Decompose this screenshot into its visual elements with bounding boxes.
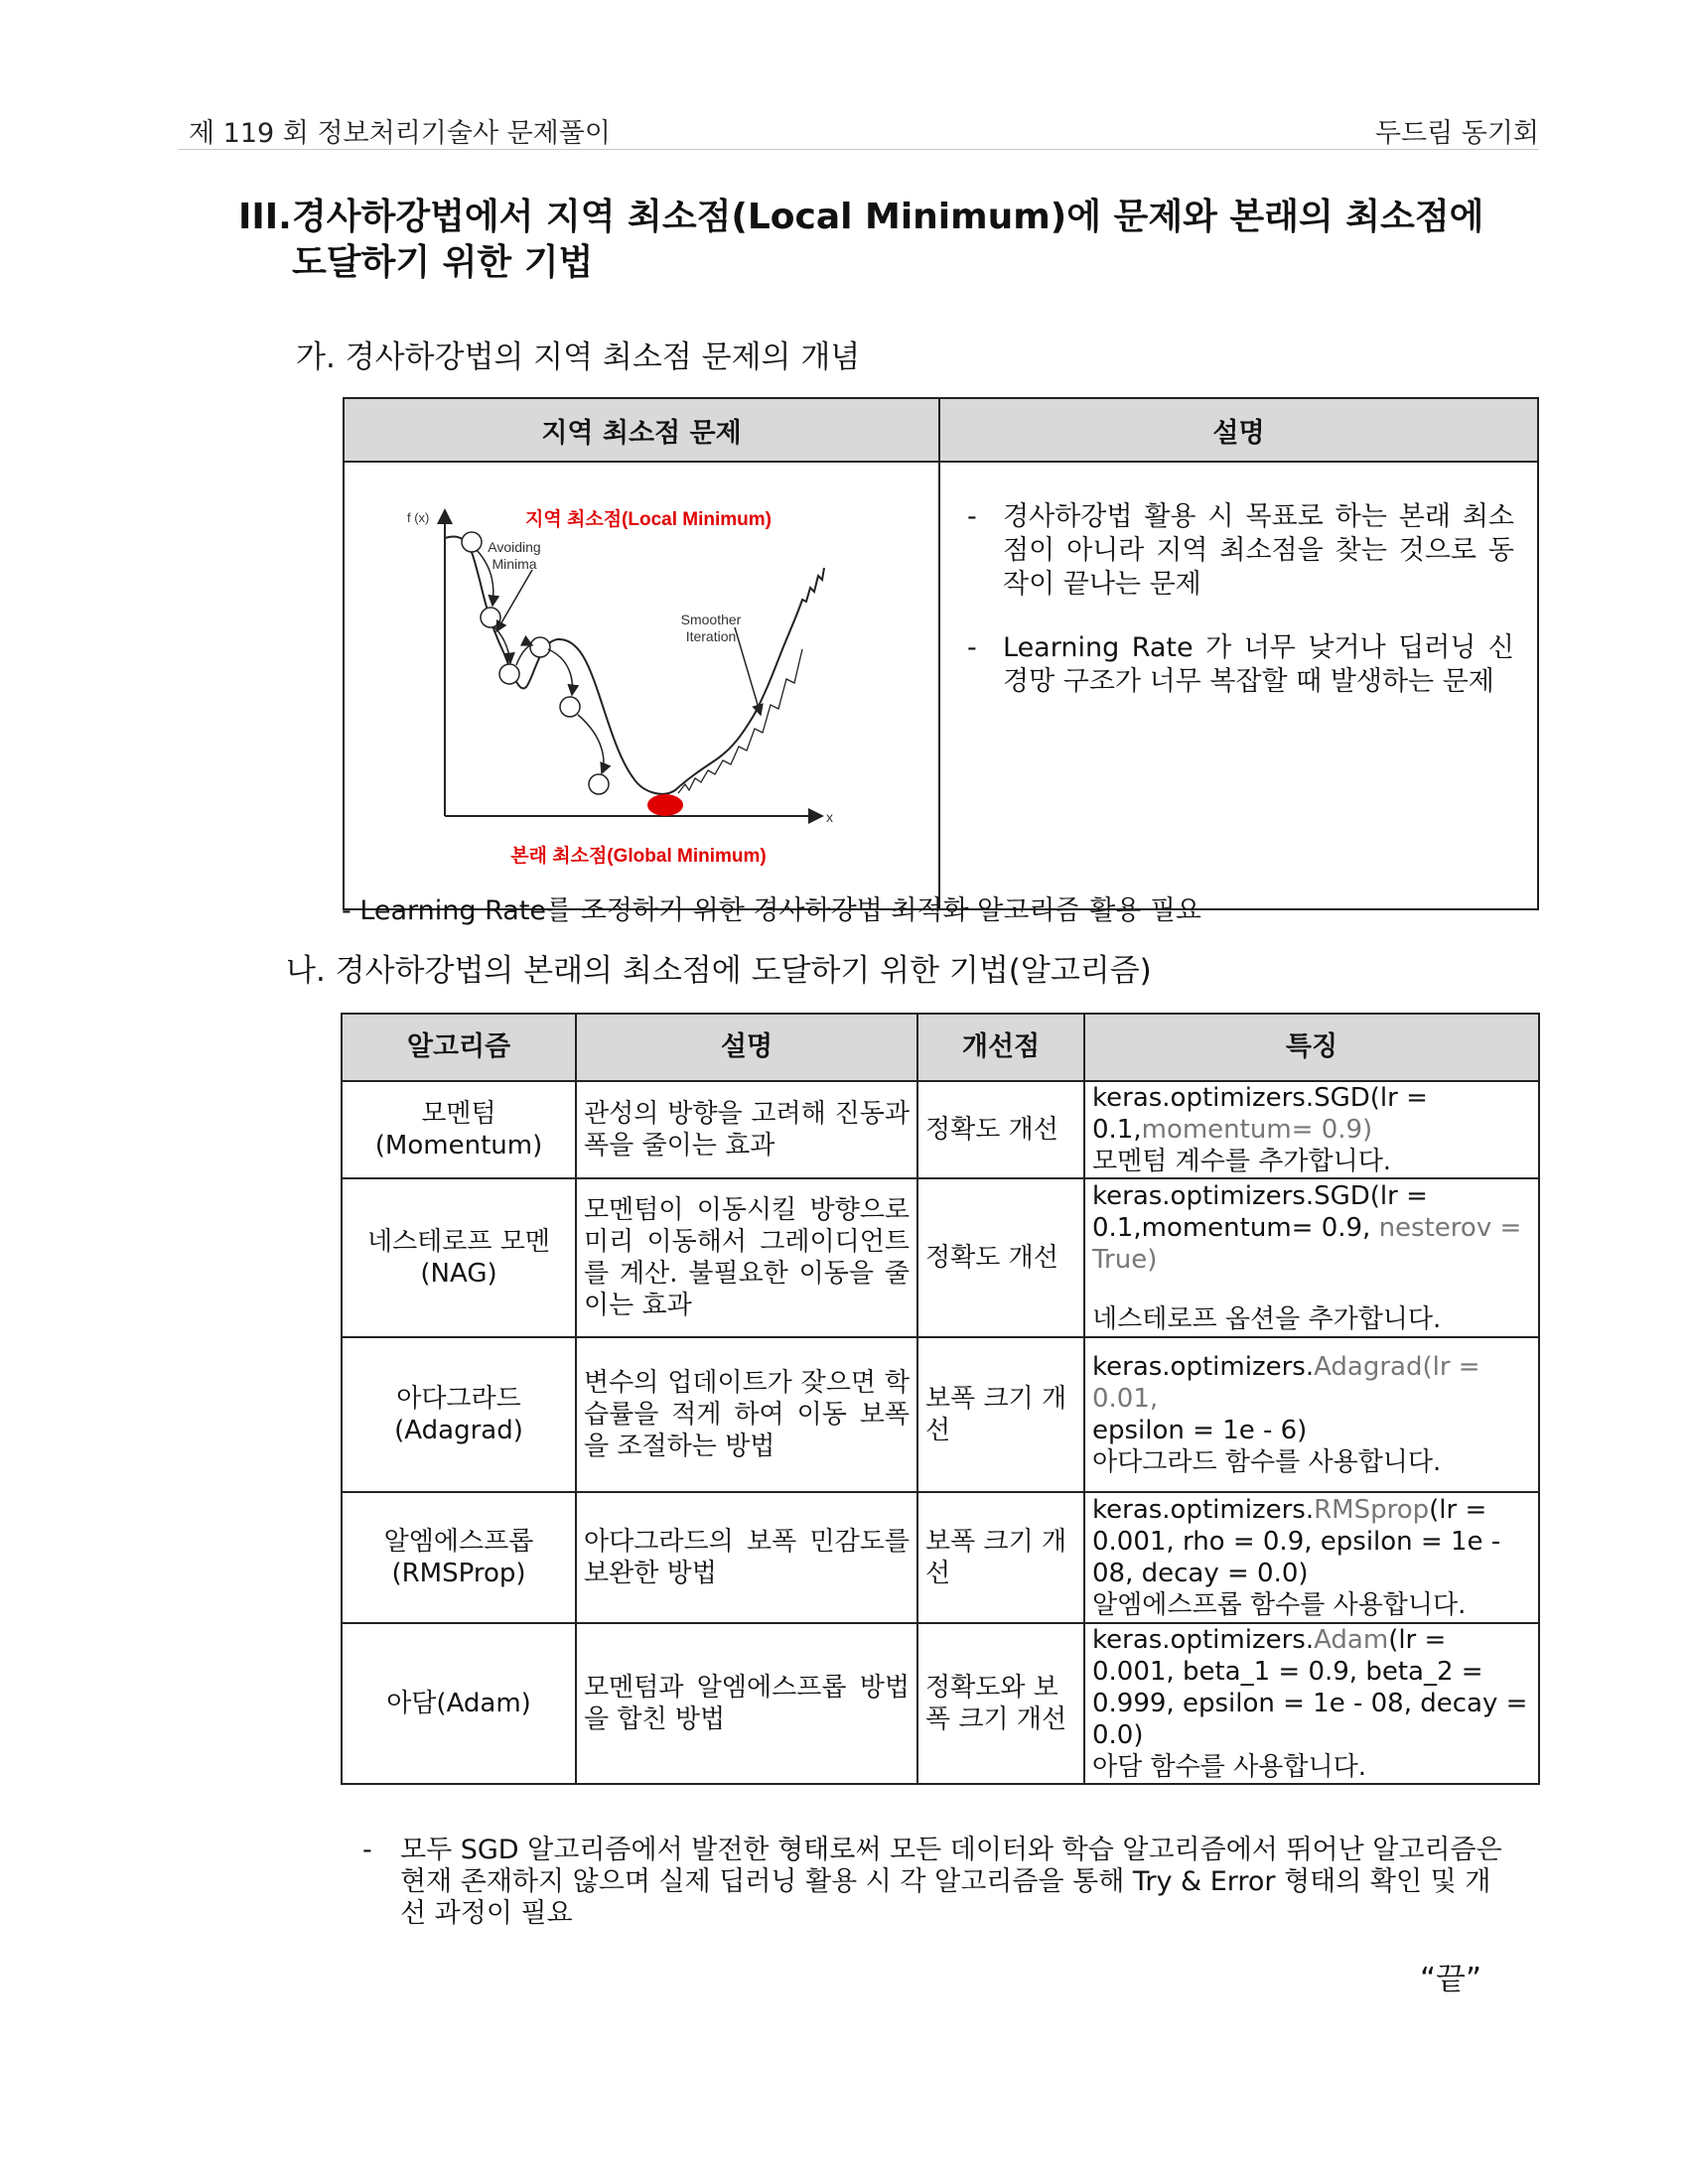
algorithm-improvement: 보폭 크기 개선 [917, 1492, 1084, 1623]
algorithm-feature: keras.optimizers.SGD(lr = 0.1,momentum= 0.9) 모멘텀 계수를 추가합니다. [1084, 1081, 1539, 1178]
description-item: - Learning Rate 가 너무 낮거나 딥러닝 신경망 구조가 너무 복잡할 때 발생하는 문제 [967, 632, 1514, 697]
step-point [499, 664, 519, 684]
final-note-text: 모두 SGD 알고리즘에서 발전한 형태로써 모든 데이터와 학습 알고리즘에서 뛰어난 알고리즘은 현재 존재하지 않으며 실제 딥러닝 활용 시 각 알고리즘을 통해 Try & Error 형태의 확인 및 개선 과정이 필요 [400, 1835, 1502, 1929]
figure-cell [344, 462, 939, 909]
header-right: 두드림 동기회 [1374, 118, 1539, 149]
algorithm-name: 모멘텀 (Momentum) [342, 1081, 576, 1178]
step-arrow [548, 649, 572, 695]
learning-rate-note: - Learning Rate를 조정하기 위한 경사하강법 최적화 알고리즘 활용 필요 [342, 895, 1201, 926]
loss-curve [445, 536, 824, 793]
col-header-description: 설명 [576, 1014, 917, 1081]
algorithm-feature: keras.optimizers.Adam(lr = 0.001, beta_1 = 0.9, beta_2 = 0.999, epsilon = 1e - 08, decay = 0.0) 아담 함수를 사용합니다. [1084, 1623, 1539, 1784]
noisy-path [678, 649, 802, 793]
x-axis-label: x [826, 808, 833, 825]
table1-header-problem: 지역 최소점 문제 [344, 398, 939, 462]
table-row [342, 1337, 1539, 1492]
smoother-arrow [735, 627, 761, 715]
algorithm-improvement: 정확도 개선 [917, 1081, 1084, 1178]
step-arrow [578, 715, 604, 773]
gradient-descent-figure [346, 480, 937, 887]
algorithm-name: 알엠에스프롭 (RMSProp) [342, 1492, 576, 1623]
algorithm-improvement: 보폭 크기 개선 [917, 1337, 1084, 1492]
section-title-text: 경사하강법에서 지역 최소점(Local Minimum)에 문제와 본래의 최소점에 도달하기 위한 기법 [292, 197, 1484, 283]
algorithm-description: 아다그라드의 보폭 민감도를 보완한 방법 [576, 1492, 917, 1623]
description-cell [939, 462, 1538, 909]
local-minimum-label: 지역 최소점(Local Minimum) [525, 508, 772, 530]
table-row [342, 1623, 1539, 1784]
step-arrow [494, 627, 510, 663]
algorithm-description: 모멘텀이 이동시킬 방향으로 미리 이동해서 그레이디언트를 계산. 불필요한 이동을 줄이는 효과 [576, 1178, 917, 1337]
algorithm-improvement: 정확도 개선 [917, 1178, 1084, 1337]
algorithm-description: 모멘텀과 알엠에스프롭 방법을 합친 방법 [576, 1623, 917, 1784]
col-header-improvement: 개선점 [917, 1014, 1084, 1081]
avoiding-label: Avoiding [488, 538, 541, 555]
algorithm-name: 아다그라드 (Adagrad) [342, 1337, 576, 1492]
page-header [179, 103, 1539, 150]
algorithm-name: 네스테로프 모멘 (NAG) [342, 1178, 576, 1337]
description-item: - 경사하강법 활용 시 목표로 하는 본래 최소점이 아니라 지역 최소점을 찾는 것으로 동작이 끝나는 문제 [967, 501, 1514, 600]
step-point [530, 637, 550, 657]
global-minimum-label: 본래 최소점(Global Minimum) [510, 845, 767, 867]
step-point [560, 697, 580, 717]
table1-header-description: 설명 [939, 398, 1538, 462]
step-point [462, 532, 482, 552]
col-header-feature: 특징 [1084, 1014, 1539, 1081]
algorithm-table [341, 1013, 1540, 1785]
algorithm-improvement: 정확도와 보폭 크기 개선 [917, 1623, 1084, 1784]
algorithm-name: 아담(Adam) [342, 1623, 576, 1784]
table-row [342, 1178, 1539, 1337]
global-minimum-marker [647, 794, 683, 816]
section-number: III. [238, 197, 292, 237]
header-left: 제 119 회 정보처리기술사 문제풀이 [189, 118, 611, 149]
table-row [342, 1492, 1539, 1623]
smoother-label: Smoother [680, 611, 742, 627]
algorithm-description: 변수의 업데이트가 잦으면 학습률을 적게 하여 이동 보폭을 조절하는 방법 [576, 1337, 917, 1492]
table-row [342, 1081, 1539, 1178]
avoiding-arrow [496, 570, 532, 631]
description-list [941, 500, 1536, 699]
subsection-b-title: 나. 경사하강법의 본래의 최소점에 도달하기 위한 기법(알고리즘) [286, 953, 1152, 989]
algorithm-feature: keras.optimizers.Adagrad(lr = 0.01, epsilon = 1e - 6) 아다그라드 함수를 사용합니다. [1084, 1337, 1539, 1492]
local-minimum-table [343, 397, 1539, 910]
col-header-algorithm: 알고리즘 [342, 1014, 576, 1081]
y-axis-label: f (x) [407, 509, 430, 525]
minima-label: Minima [492, 555, 537, 572]
subsection-a-title: 가. 경사하강법의 지역 최소점 문제의 개념 [296, 340, 861, 375]
algorithm-feature: keras.optimizers.RMSprop(lr = 0.001, rho = 0.9, epsilon = 1e - 08, decay = 0.0) 알엠에스프롭 함수를 사용합니다. [1084, 1492, 1539, 1623]
iteration-label: Iteration [685, 627, 737, 644]
end-mark: “끝” [1420, 1962, 1482, 1997]
step-point [589, 774, 609, 794]
algorithm-feature: keras.optimizers.SGD(lr = 0.1,momentum= 0.9, nesterov = True) 네스테로프 옵션을 추가합니다. [1084, 1178, 1539, 1337]
algorithm-description: 관성의 방향을 고려해 진동과 폭을 줄이는 효과 [576, 1081, 917, 1178]
step-point [481, 608, 500, 627]
